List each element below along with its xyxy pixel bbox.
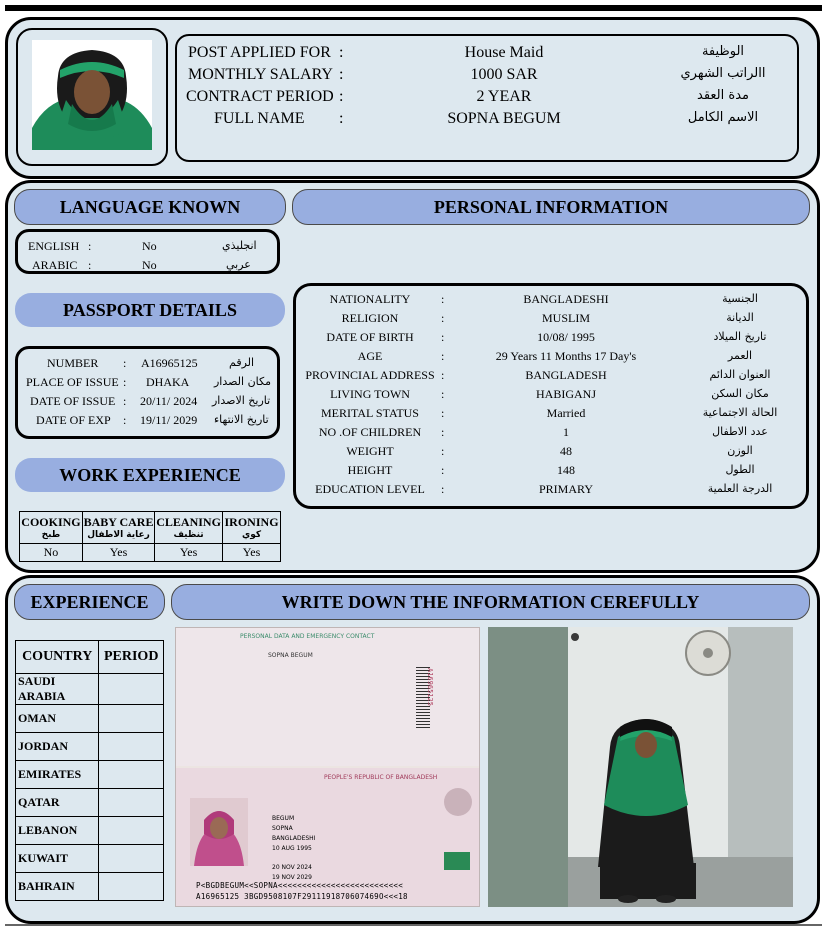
language-label: ENGLISH (28, 239, 80, 253)
personal-info-arabic: الوزن (727, 444, 753, 457)
header-colon: : (339, 44, 344, 61)
country-cell: BAHRAIN (16, 873, 99, 901)
work-experience-value-row (20, 544, 281, 562)
notice-title: WRITE DOWN THE INFORMATION CEREFULLY (171, 584, 810, 620)
passport-colon: : (123, 375, 127, 389)
language-colon: : (88, 258, 92, 272)
header-value: SOPNA BEGUM (447, 110, 561, 127)
skill-header: BABY CARE (83, 515, 154, 529)
work-experience-title: WORK EXPERIENCE (15, 458, 285, 492)
skill-header: COOKING (21, 515, 81, 529)
country-cell: OMAN (16, 705, 99, 733)
personal-info-value: Married (546, 406, 586, 420)
country-cell: SAUDI ARABIA (16, 674, 99, 705)
personal-info-label: EDUCATION LEVEL (315, 482, 425, 496)
skill-header-arabic: كوي (241, 530, 262, 540)
personal-info-arabic: الديانة (726, 311, 754, 324)
passport-colon: : (123, 356, 127, 370)
personal-info-colon: : (441, 349, 445, 363)
personal-info-arabic: مكان السكن (711, 387, 769, 400)
passport-mrz-line-1: P<BGDBEGUM<<SOPNA<<<<<<<<<<<<<<<<<<<<<<<<<< (196, 881, 404, 890)
personal-info-label: RELIGION (341, 311, 399, 325)
personal-info-label: NATIONALITY (329, 292, 411, 306)
work-experience-header-row (20, 512, 281, 544)
personal-info-value: BANGLADESH (525, 368, 607, 382)
header-value: 1000 SAR (470, 66, 538, 83)
header-value: House Maid (464, 44, 544, 61)
passport-surname: BEGUM (272, 815, 295, 822)
passport-arabic: مكان الصدار (214, 375, 271, 388)
skill-value: Yes (155, 544, 223, 562)
personal-info-colon: : (441, 311, 445, 325)
header-label: FULL NAME (214, 110, 305, 127)
personal-info-arabic: الجنسية (722, 292, 758, 305)
period-header: PERIOD (99, 641, 164, 674)
personal-info-label: HEIGHT (347, 463, 393, 477)
personal-info-label: MERITAL STATUS (321, 406, 419, 420)
period-cell[interactable] (99, 674, 164, 705)
personal-info-value: MUSLIM (541, 311, 590, 325)
country-header: COUNTRY (16, 641, 99, 674)
personal-info-arabic: الحالة الاجتماعية (702, 406, 778, 419)
passport-arabic: الرقم (229, 356, 255, 369)
experience-row (16, 733, 164, 761)
header-colon: : (339, 66, 344, 83)
passport-value: A16965125 (141, 356, 198, 370)
personal-info-label: LIVING TOWN (330, 387, 410, 401)
passport-issue-date: 20 NOV 2024 (272, 864, 312, 871)
top-rule (5, 5, 822, 11)
header-colon: : (339, 110, 344, 127)
personal-info-colon: : (441, 368, 445, 382)
passport-arabic: تاريخ الانتهاء (214, 413, 269, 426)
language-value: No (142, 258, 157, 272)
full-body-photo (488, 627, 793, 907)
period-cell[interactable] (99, 873, 164, 901)
personal-info-colon: : (441, 444, 445, 458)
personal-info-colon: : (441, 292, 445, 306)
skill-header-arabic: تنظيف (173, 530, 204, 540)
period-cell[interactable] (99, 817, 164, 845)
skill-header-arabic: رعاية الاطفال (87, 530, 150, 540)
passport-given-name: SOPNA (272, 825, 293, 832)
skill-header: CLEANING (156, 515, 221, 529)
experience-row (16, 789, 164, 817)
personal-info-label: NO .OF CHILDREN (318, 425, 422, 439)
language-arabic: انجليذي (222, 239, 257, 252)
country-cell: JORDAN (16, 733, 99, 761)
passport-colon: : (123, 413, 127, 427)
passport-mrz-line-2: A16965125 3BGD9508107F2911191870607469O<<<18 (196, 892, 408, 901)
skill-value: No (20, 544, 83, 562)
experience-row (16, 674, 164, 705)
passport-label: NUMBER (47, 356, 99, 370)
bottom-rule (5, 924, 822, 926)
personal-info-value: 10/08/ 1995 (537, 330, 595, 344)
personal-info-colon: : (441, 406, 445, 420)
passport-label: DATE OF EXP (36, 413, 111, 427)
header-value: 2 YEAR (476, 88, 532, 105)
personal-info-colon: : (441, 463, 445, 477)
skill-header: IRONING (224, 515, 279, 529)
experience-row (16, 761, 164, 789)
passport-upper-page (176, 628, 480, 766)
passport-value: DHAKA (146, 375, 190, 389)
passport-number-vertical: A16965125 (426, 668, 434, 706)
passport-scan-image (175, 627, 480, 907)
header-arabic: الوظيفة (701, 44, 745, 59)
header-label: MONTHLY SALARY (188, 66, 333, 83)
personal-info-value: 1 (563, 425, 569, 439)
experience-row (16, 845, 164, 873)
work-experience-table (19, 511, 281, 562)
passport-country-header: PEOPLE'S REPUBLIC OF BANGLADESH (324, 774, 438, 781)
passport-colon: : (123, 394, 127, 408)
passport-title: PASSPORT DETAILS (15, 293, 285, 327)
experience-header-row (16, 641, 164, 674)
personal-info-label: DATE OF BIRTH (326, 330, 414, 344)
country-cell: QATAR (16, 789, 99, 817)
experience-row (16, 873, 164, 901)
experience-title: EXPERIENCE (14, 584, 165, 620)
language-arabic: عربي (226, 258, 251, 271)
personal-info-arabic: العمر (727, 349, 753, 362)
passport-upper-name: SOPNA BEGUM (268, 652, 313, 659)
skill-value: Yes (82, 544, 154, 562)
personal-info-arabic: العنوان الدائم (709, 368, 771, 381)
language-label: ARABIC (32, 258, 78, 272)
passport-value: 20/11/ 2024 (140, 394, 198, 408)
passport-page-header: PERSONAL DATA AND EMERGENCY CONTACT (240, 633, 375, 640)
personal-info-label: PROVINCIAL ADDRESS (305, 368, 435, 382)
personal-info-value: BANGLADESHI (523, 292, 609, 306)
personal-info-value: PRIMARY (538, 482, 594, 496)
personal-info-arabic: تاريخ الميلاد (713, 330, 767, 343)
passport-seal (444, 788, 472, 816)
period-cell[interactable] (99, 789, 164, 817)
header-label: CONTRACT PERIOD (186, 88, 334, 105)
period-cell[interactable] (99, 845, 164, 873)
experience-table (15, 640, 164, 901)
personal-info-colon: : (441, 482, 445, 496)
passport-arabic: تاريخ الاصدار (212, 394, 271, 407)
header-label: POST APPLIED FOR (188, 44, 331, 61)
header-arabic: مدة العقد (697, 88, 749, 103)
personal-info-arabic: عدد الاطفال (712, 425, 768, 438)
country-cell: KUWAIT (16, 845, 99, 873)
period-cell[interactable] (99, 705, 164, 733)
language-value: No (142, 239, 157, 253)
period-cell[interactable] (99, 733, 164, 761)
personal-info-colon: : (441, 387, 445, 401)
passport-label: DATE OF ISSUE (30, 394, 116, 408)
country-cell: EMIRATES (16, 761, 99, 789)
personal-info-label: WEIGHT (346, 444, 394, 458)
language-colon: : (88, 239, 92, 253)
personal-info-title: PERSONAL INFORMATION (292, 189, 810, 225)
personal-info-arabic: الطول (725, 463, 755, 476)
passport-value: 19/11/ 2029 (140, 413, 198, 427)
personal-info-colon: : (441, 425, 445, 439)
personal-info-value: HABIGANJ (536, 387, 596, 401)
personal-info-arabic: الدرجة العلمية (707, 482, 773, 495)
language-title: LANGUAGE KNOWN (14, 189, 286, 225)
passport-flag (444, 852, 470, 870)
period-cell[interactable] (99, 761, 164, 789)
skill-header-arabic: طبخ (41, 530, 61, 540)
passport-label: PLACE OF ISSUE (26, 375, 119, 389)
experience-row (16, 817, 164, 845)
personal-info-value: 148 (557, 463, 575, 477)
personal-info-label: AGE (357, 349, 383, 363)
country-cell: LEBANON (16, 817, 99, 845)
profile-photo (32, 40, 152, 150)
passport-expiry-date: 19 NOV 2029 (272, 874, 312, 881)
skill-value: Yes (223, 544, 281, 562)
passport-dob: 10 AUG 1995 (272, 845, 312, 852)
personal-info-value: 29 Years 11 Months 17 Day's (495, 349, 637, 363)
personal-info-value: 48 (560, 444, 572, 458)
passport-nationality: BANGLADESHI (272, 835, 316, 842)
personal-info-colon: : (441, 330, 445, 344)
header-arabic: الاسم الكامل (687, 110, 759, 125)
header-colon: : (339, 88, 344, 105)
header-arabic: االراتب الشهري (680, 66, 766, 81)
passport-holder-photo (190, 798, 248, 866)
experience-row (16, 705, 164, 733)
